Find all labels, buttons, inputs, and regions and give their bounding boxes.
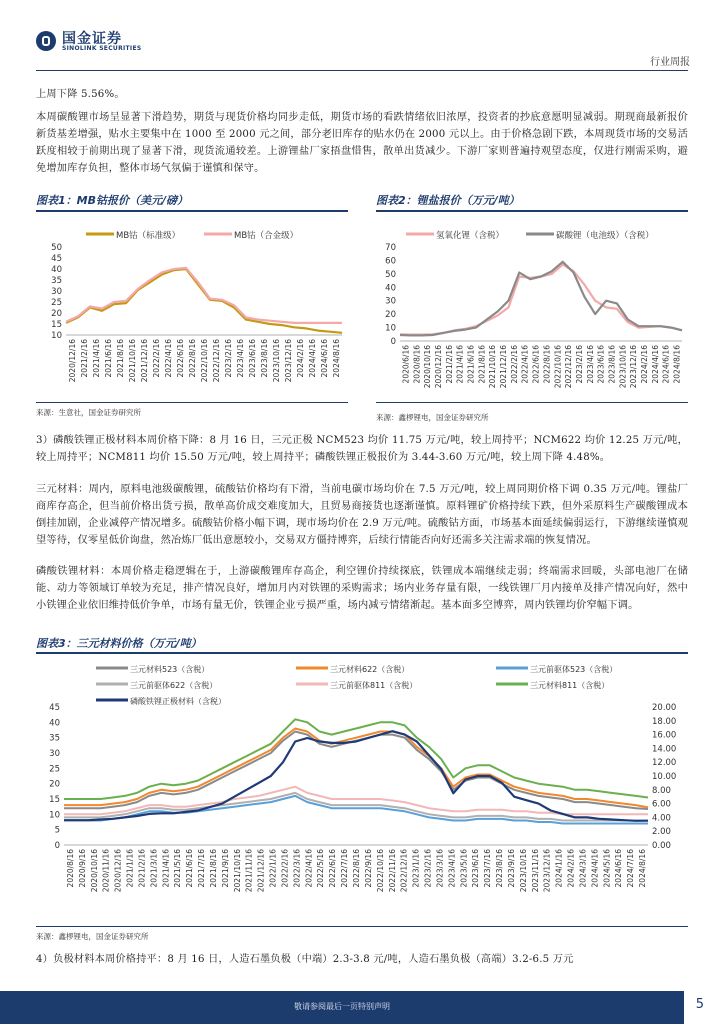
y-tick-label: 25 — [51, 298, 62, 308]
paragraph-5: 4）负极材料本周价格持平：8 月 16 日，人造石墨负极（中端）2.3-3.8 元/吨，人造石墨负极（高端）3.2-6.5 万元 — [36, 954, 574, 965]
x-tick-label: 2021/3/16 — [149, 849, 159, 888]
x-tick-label: 2021/6/16 — [466, 345, 476, 384]
x-tick-label: 2022/10/16 — [375, 849, 385, 893]
x-tick-label: 2023/4/16 — [447, 849, 457, 888]
figure-2-bottom-rule — [376, 402, 688, 403]
x-tick-label: 2024/6/16 — [320, 339, 329, 378]
y-tick-label: 45 — [51, 254, 62, 264]
x-tick-label: 2023/6/16 — [471, 849, 481, 888]
x-tick-label: 2020/8/16 — [412, 345, 422, 384]
x-tick-label: 2021/1/16 — [125, 849, 135, 888]
y-right-tick-label: 4.00 — [652, 813, 671, 824]
c2-legend-label-1: 氢氧化锂（含税） — [436, 231, 505, 241]
figure-3-bottom-rule — [36, 926, 688, 927]
y-tick-label: 30 — [51, 287, 62, 297]
x-tick-label: 2021/12/16 — [140, 339, 149, 383]
x-tick-label: 2022/12/16 — [212, 339, 221, 383]
c3-legend-label-4: 三元前驱体622（含税） — [130, 681, 218, 690]
x-tick-label: 2024/3/16 — [578, 849, 588, 888]
x-tick-label: 2023/10/16 — [618, 345, 628, 389]
x-tick-label: 2020/12/16 — [433, 345, 443, 389]
x-tick-label: 2022/2/16 — [280, 849, 290, 888]
y-tick-label: 35 — [49, 733, 60, 744]
figure-2-source: 来源：鑫椤锂电，国金证券研究所 — [376, 413, 489, 422]
x-tick-label: 2022/6/16 — [176, 339, 185, 378]
figure-3-top-rule — [36, 652, 688, 654]
y-tick-label: 40 — [385, 283, 396, 294]
x-tick-label: 2020/6/16 — [401, 345, 411, 384]
x-tick-label: 2021/4/16 — [92, 339, 101, 378]
x-tick-label: 2024/8/16 — [638, 849, 648, 888]
x-tick-label: 2021/4/16 — [161, 849, 171, 888]
y-tick-label: 25 — [49, 764, 60, 775]
x-tick-label: 2023/11/16 — [530, 849, 540, 893]
y-tick-label: 5 — [54, 825, 60, 836]
x-tick-label: 2020/10/16 — [89, 849, 99, 893]
x-tick-label: 2021/2/16 — [80, 339, 89, 378]
logo-icon — [36, 31, 56, 51]
header-divider — [36, 70, 688, 71]
x-tick-label: 2023/6/16 — [596, 345, 606, 384]
y-right-tick-label: 2.00 — [652, 827, 671, 838]
x-tick-label: 2021/5/16 — [173, 849, 183, 888]
x-tick-label: 2023/2/16 — [574, 345, 584, 384]
x-tick-label: 2021/2/16 — [444, 345, 454, 384]
series-line-2 — [400, 262, 682, 336]
series-line-4 — [64, 793, 648, 821]
x-tick-label: 2022/4/16 — [164, 339, 173, 378]
x-tick-label: 2021/10/16 — [128, 339, 137, 383]
x-tick-label: 2022/2/16 — [509, 345, 519, 384]
x-tick-label: 2024/2/16 — [296, 339, 305, 378]
y-tick-label: 10 — [385, 323, 396, 334]
x-tick-label: 2023/2/16 — [224, 339, 233, 378]
figure-3-source: 来源：鑫椤锂电，国金证券研究所 — [36, 932, 149, 941]
x-tick-label: 2022/10/16 — [200, 339, 209, 383]
x-tick-label: 2023/3/16 — [435, 849, 445, 888]
c1-legend — [86, 230, 298, 241]
x-tick-label: 2022/5/16 — [316, 849, 326, 888]
x-tick-label: 2021/2/16 — [137, 849, 147, 888]
y-tick-label: 10 — [51, 331, 62, 341]
y-tick-label: 50 — [385, 269, 396, 280]
c3-legend-label-5: 三元前驱体811（含税） — [330, 681, 418, 690]
x-tick-label: 2023/6/16 — [248, 339, 257, 378]
x-tick-label: 2021/4/16 — [455, 345, 465, 384]
y-tick-label: 15 — [49, 795, 60, 805]
series-line-1 — [400, 265, 682, 335]
y-tick-label: 0 — [54, 841, 60, 851]
c2-legend-label-2: 碳酸锂（电池级）（含税） — [556, 231, 654, 241]
x-tick-label: 2024/1/16 — [554, 849, 564, 888]
paragraph-4: 磷酸铁锂材料：本周价格走稳逻辑在于，上游碳酸锂库存高企，利空锂价持续探底，铁锂成本端继续走弱；终端需求回暖，头部电池厂在储能、动力等领域订单较为充足，排产情况良好，增加月内对铁锂的采购需求；场内业务存量有限，一线铁锂厂月内接单及排产情况向好，然中小铁锂企业依旧维持低价争单，市场有量无价，铁锂企业亏损严重，场内减亏情绪渐起。基本面多空博弈，周内铁锂均价窄幅下调。 — [36, 566, 688, 611]
paragraph-0: 上周下降 5.56%。 — [36, 89, 125, 100]
x-tick-label: 2021/12/16 — [256, 849, 266, 893]
x-tick-label: 2024/2/16 — [566, 849, 576, 888]
y-right-tick-label: 6.00 — [652, 799, 671, 810]
x-tick-label: 2022/4/16 — [304, 849, 314, 888]
x-tick-label: 2020/12/16 — [68, 339, 77, 383]
chart-mb-cobalt — [36, 214, 348, 398]
y-tick-label: 40 — [49, 718, 60, 729]
x-tick-label: 2022/6/16 — [328, 849, 338, 888]
x-tick-label: 2022/8/16 — [542, 345, 552, 384]
x-tick-label: 2024/5/16 — [602, 849, 612, 888]
chart-ternary-materials — [36, 656, 688, 924]
paragraph-3: 三元材料：周内，原料电池级碳酸锂，硫酸钴价格均有下滑，当前电碳市场均价在 7.5 万元/吨，较上周同期价格下调 0.35 万元/吨。锂盐厂商库存高企，但当前价格出货亏损，散单高价成交难度加大，且贸易商接货也逐渐谨慎。原料锂矿价格持续下跌，但外采原料生产碳酸锂成本倒挂加剧，企业减停产情况增多。硫酸钴价格小幅下调，现市场均价在 2.9 万元/吨。硫酸钴方面，市场基本面延续偏弱运行，下游继续谨慎观望等待，仅零星低价询盘，然冶炼厂低出意愿较小，交易双方僵持博弈，后续行情能否向好还需多关注需求端的恢复情况。 — [36, 484, 688, 546]
x-tick-label: 2024/4/16 — [650, 345, 660, 384]
x-tick-label: 2021/6/16 — [185, 849, 195, 888]
y-tick-label: 50 — [51, 243, 62, 253]
figure-1-title: 图表1：MB钴报价（美元/磅） — [36, 194, 189, 207]
x-tick-label: 2023/12/16 — [284, 339, 293, 383]
x-tick-label: 2020/12/16 — [113, 849, 123, 893]
x-tick-label: 2023/10/16 — [518, 849, 528, 893]
x-tick-label: 2023/12/16 — [542, 849, 552, 893]
y-tick-label: 15 — [51, 320, 62, 330]
x-tick-label: 2022/2/16 — [152, 339, 161, 378]
y-tick-label: 45 — [49, 703, 60, 713]
x-tick-label: 2022/8/16 — [188, 339, 197, 378]
y-right-tick-label: 0.00 — [652, 841, 671, 851]
x-tick-label: 2023/1/16 — [411, 849, 421, 888]
y-tick-label: 60 — [385, 256, 396, 267]
y-right-tick-label: 8.00 — [652, 785, 671, 796]
x-tick-label: 2020/8/16 — [65, 849, 75, 888]
x-tick-label: 2022/1/16 — [268, 849, 278, 888]
x-tick-label: 2021/9/16 — [220, 849, 230, 888]
x-tick-label: 2022/8/16 — [352, 849, 361, 888]
x-tick-label: 2024/4/16 — [590, 849, 600, 888]
y-tick-label: 30 — [49, 749, 60, 759]
figure-1-top-rule — [36, 210, 348, 212]
y-right-tick-label: 16.00 — [652, 730, 677, 741]
c3-legend-label-7: 磷酸铁锂正极材料（含税） — [130, 697, 226, 706]
x-tick-label: 2022/9/16 — [363, 849, 373, 888]
x-tick-label: 2022/10/16 — [553, 345, 563, 389]
x-tick-label: 2022/11/16 — [387, 849, 397, 893]
c3-legend-label-3: 三元前驱体523（含税） — [530, 665, 618, 674]
x-tick-label: 2021/10/16 — [232, 849, 242, 893]
x-tick-label: 2023/9/16 — [506, 849, 516, 888]
x-tick-label: 2021/12/16 — [499, 345, 509, 389]
y-tick-label: 20 — [49, 779, 60, 790]
x-tick-label: 2020/9/16 — [77, 849, 87, 888]
footer-disclaimer: 敬请参阅最后一页特别声明 — [294, 1002, 390, 1011]
c3-legend-label-2: 三元材料622（含税） — [330, 665, 410, 674]
c3-legend — [96, 664, 617, 706]
x-tick-label: 2023/4/16 — [585, 345, 595, 384]
x-tick-label: 2020/11/16 — [101, 849, 111, 893]
x-tick-label: 2021/6/16 — [104, 339, 113, 378]
figure-2-title: 图表2：锂盐报价（万元/吨） — [376, 194, 520, 207]
c3-legend-label-1: 三元材料523（含税） — [130, 665, 210, 674]
c1-legend-label-1: MB钴（标准级） — [116, 231, 181, 241]
x-tick-label: 2021/10/16 — [488, 345, 498, 389]
figure-1-source: 来源：生意社，国金证券研究所 — [36, 408, 141, 417]
x-tick-label: 2024/6/16 — [661, 345, 671, 384]
y-right-tick-label: 14.00 — [652, 744, 677, 755]
y-tick-label: 30 — [385, 296, 396, 307]
report-type: 行业周报 — [650, 57, 690, 68]
c1-legend-label-2: MB钴（合金级） — [234, 231, 299, 241]
x-tick-label: 2022/3/16 — [292, 849, 302, 888]
x-tick-label: 2023/10/16 — [272, 339, 281, 383]
page-number: 5 — [695, 997, 704, 1012]
x-tick-label: 2024/2/16 — [640, 345, 650, 384]
x-tick-label: 2022/7/16 — [340, 849, 350, 888]
x-tick-label: 2021/7/16 — [197, 849, 207, 888]
y-right-tick-label: 18.00 — [652, 716, 677, 727]
x-tick-label: 2023/12/16 — [629, 345, 639, 389]
figure-3-title: 图表3：三元材料价格（万元/吨） — [36, 637, 202, 650]
x-tick-label: 2023/8/16 — [260, 339, 269, 378]
x-tick-label: 2021/8/16 — [116, 339, 125, 378]
figure-1-bottom-rule — [36, 402, 348, 403]
x-tick-label: 2024/4/16 — [308, 339, 317, 378]
x-tick-label: 2024/8/16 — [332, 339, 341, 378]
x-tick-label: 2022/12/16 — [564, 345, 574, 389]
y-tick-label: 20 — [51, 309, 62, 319]
c3-legend-label-6: 三元材料811（含税） — [530, 681, 610, 690]
y-tick-label: 70 — [385, 243, 396, 253]
x-tick-label: 2021/8/16 — [477, 345, 487, 384]
x-tick-label: 2023/2/16 — [423, 849, 433, 888]
y-tick-label: 0 — [390, 337, 396, 347]
x-tick-label: 2024/6/16 — [614, 849, 624, 888]
series-line-5 — [64, 787, 648, 815]
paragraph-1: 本周碳酸锂市场呈显著下滑趋势，期货与现货价格均同步走低，期货市场的看跌情绪依旧浓厚，投资者的抄底意愿明显减弱。期现商最新报价新货基差增强，贴水主要集中在 1000 至 2000 元之间，部分老旧库存的贴水仍在 2000 元以上。由于价格急剧下跌，本周现货市场的交易活跃度相较于前期出现了显著下滑，现货流通较差。上游锂盐厂家捂盘惜售，散单出货减少。下游厂家则普遍持观望态度，仅进行刚需采购，避免增加库存负担，整体市场气氛偏于谨慎和保守。 — [36, 112, 688, 174]
y-right-tick-label: 10.00 — [652, 772, 677, 782]
series-line-1 — [64, 732, 648, 810]
x-tick-label: 2023/7/16 — [483, 849, 493, 888]
series-line-6 — [64, 719, 648, 799]
x-tick-label: 2023/8/16 — [607, 345, 617, 384]
y-tick-label: 40 — [51, 265, 62, 275]
x-tick-label: 2020/10/16 — [423, 345, 433, 389]
y-right-tick-label: 20.00 — [652, 703, 677, 713]
x-tick-label: 2023/8/16 — [495, 849, 505, 888]
paragraph-2: 3）磷酸铁锂正极材料本周价格下降：8 月 16 日，三元正极 NCM523 均价 11.75 万元/吨，较上周持平；NCM622 均价 12.25 万元/吨，较上周持平；NCM811 均价 15.50 万元/吨，较上周持平；磷酸铁锂正极报价为 3.44-3.60 万元/吨，较上周下降 4.48%。 — [36, 435, 688, 463]
logo-text-en: SINOLINK SECURITIES — [62, 45, 142, 52]
logo-text-cn: 国金证券 — [62, 31, 122, 47]
x-tick-label: 2024/8/16 — [672, 345, 682, 384]
series-line-2 — [66, 268, 342, 323]
y-tick-label: 20 — [385, 310, 396, 321]
x-tick-label: 2021/11/16 — [244, 849, 254, 893]
y-tick-label: 35 — [51, 276, 62, 286]
x-tick-label: 2024/7/16 — [626, 849, 636, 888]
x-tick-label: 2022/6/16 — [531, 345, 541, 384]
x-tick-label: 2021/8/16 — [208, 849, 218, 888]
x-tick-label: 2023/4/16 — [236, 339, 245, 378]
x-tick-label: 2022/12/16 — [399, 849, 409, 893]
c2-legend — [406, 230, 654, 241]
x-tick-label: 2022/4/16 — [520, 345, 530, 384]
x-tick-label: 2023/5/16 — [459, 849, 469, 888]
y-right-tick-label: 12.00 — [652, 758, 677, 769]
y-tick-label: 10 — [49, 810, 60, 821]
figure-2-top-rule — [376, 210, 688, 212]
chart-lithium-salt — [376, 214, 688, 398]
